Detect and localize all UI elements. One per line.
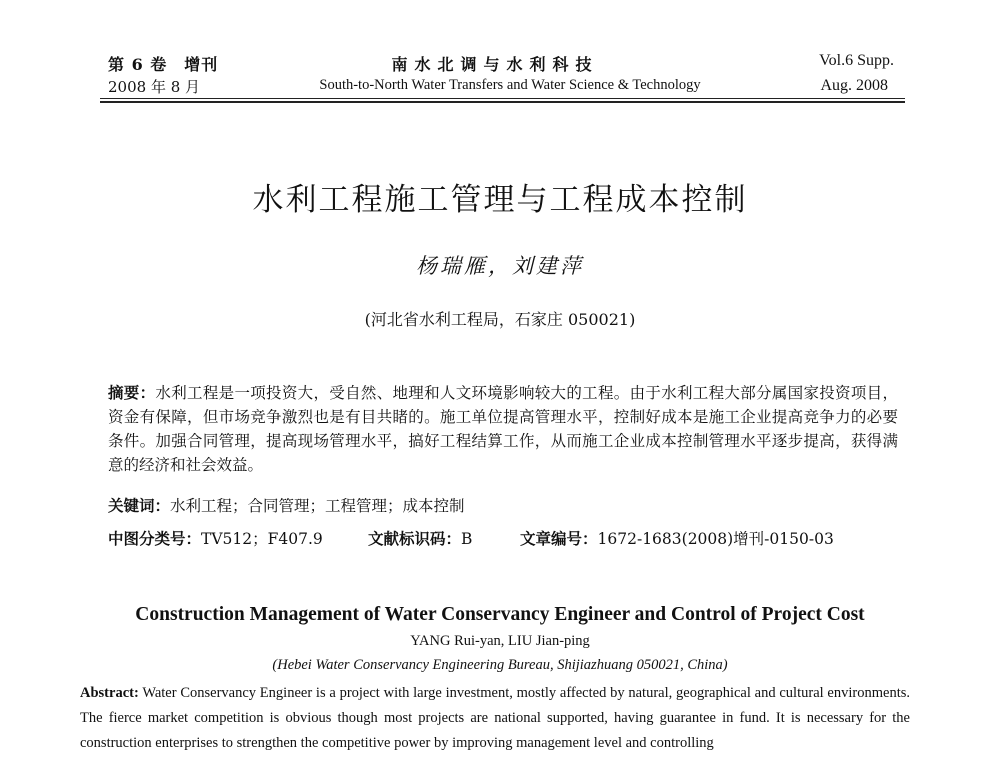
- article-title-cn: 水利工程施工管理与工程成本控制: [252, 182, 748, 218]
- abstract-cn-text: 水利工程是一项投资大，受自然、地理和人文环境影响较大的工程。由于水利工程大部分属国家投资项目，资金有保障，但市场竞争激烈也是有目共睹的。施工单位提高管理水平，控制好成本是施工企业提高竞争力的必要条件。加强合同管理，提高现场管理水平，搞好工程结算工作，从而施工企业成本控制管理水平逐步提高，获得满意的经济和社会效益。: [108, 384, 898, 474]
- article-no-value: 1672-1683(2008)增刊-0150-03: [597, 530, 834, 548]
- abstract-en-text: Water Conservancy Engineer is a project with large investment, mostly affected by natural, geographical and cultural environments. The fierce market competition is obvious though most projects are national supported, having guarantee in fund. It is necessary for the construction enterprises to strengthen the competitive power by improving management level and controlling: [80, 685, 910, 751]
- journal-name-cn: 南水北调与水利科技: [391, 55, 599, 74]
- volume-issue-cn: 第 6 卷 增刊: [108, 55, 219, 74]
- journal-header: [0, 0, 1000, 110]
- clc-label: 中图分类号：: [108, 529, 202, 548]
- affiliation-en: (Hebei Water Conservancy Engineering Bureau, Shijiazhuang 050021, China): [272, 657, 728, 673]
- clc-value: TV512；F407.9: [201, 530, 323, 548]
- keywords-text: 水利工程；合同管理；工程管理；成本控制: [170, 497, 465, 515]
- abstract-en-label: Abstract:: [80, 685, 139, 701]
- affiliation-cn: (河北省水利工程局，石家庄 050021): [364, 310, 636, 329]
- clc-group: [108, 530, 323, 548]
- volume-issue-en: Vol.6 Supp.: [819, 52, 894, 69]
- keywords-label: 关键词：: [108, 496, 171, 515]
- classification-line: [108, 527, 834, 549]
- keywords-cn: [108, 494, 465, 516]
- abstract-en: [80, 681, 910, 756]
- date-cn: 2008 年 8 月: [108, 78, 201, 96]
- doc-code-group: [368, 527, 472, 549]
- journal-name-en: South-to-North Water Transfers and Water Science & Technology: [319, 77, 701, 93]
- authors-en: YANG Rui-yan, LIU Jian-ping: [410, 633, 590, 649]
- authors-cn: 杨瑞雁，刘建萍: [416, 254, 584, 278]
- abstract-cn-label: 摘要：: [108, 383, 156, 402]
- doc-code-label: 文献标识码：: [368, 529, 462, 548]
- header-rule-thin: [100, 98, 905, 99]
- article-no-label: 文章编号：: [520, 529, 598, 548]
- abstract-cn: [108, 381, 898, 477]
- date-en: Aug. 2008: [820, 77, 888, 94]
- header-rule-thick: [100, 101, 905, 103]
- article-no-group: [520, 527, 834, 549]
- doc-code-value: B: [461, 530, 473, 548]
- article-title-en: Construction Management of Water Conservancy Engineer and Control of Project Cost: [135, 604, 865, 625]
